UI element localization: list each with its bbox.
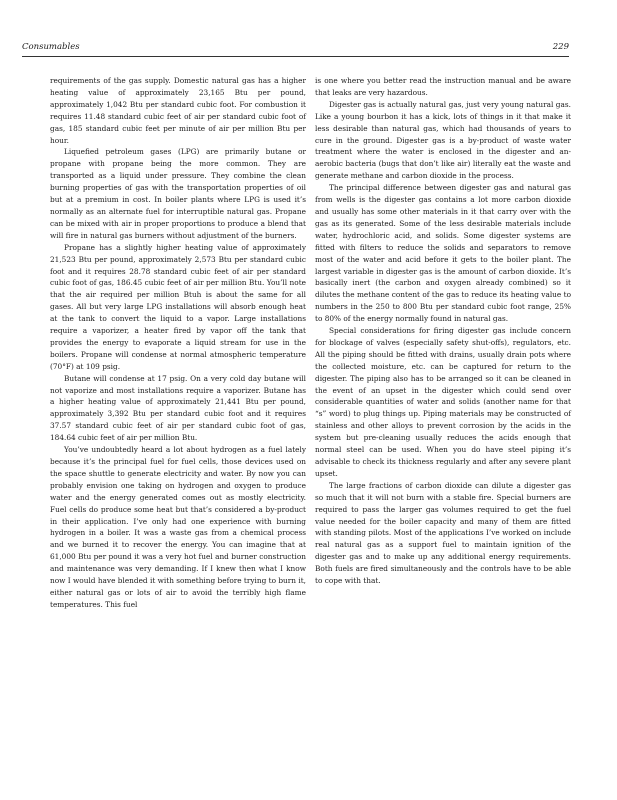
paragraph: You’ve undoubtedly heard a lot about hydrogen as a fuel lately because it’s the principal fuel for fuel cells, those devices used on the space shuttle to generate electricity and water. By now you can probably envision one taking on hydrogen and oxygen to produce water and the energy generated comes out as mostly electricity. Fuel cells do produce some heat but that’s considered a by-product in their application. I’ve only had one experience with burning hydrogen in a boiler. It was a waste gas from a chemical process and we burned it to recover the energy. You can imagine that at 61,000 Btu per pound it was a very hot fuel and burner construction and maintenance was very demanding. If I knew then what I know now I would have blended it with something before trying to burn it, either natural gas or lots of air to avoid the terribly high flame temperatures. This fuel: [50, 445, 306, 609]
right-column: [315, 75, 571, 587]
paragraph: Propane has a slightly higher heating value of approximately 21,523 Btu per pound, approximately 2,573 Btu per standard cubic foot and it requires 28.78 standard cubic feet of air per standard cubic foot of gas, 186.45 cubic feet of air per million Btu. You’ll note that the air required per million Btuh is about the same for all gases. All but very large LPG installations will absorb enough heat at the tank to convert the liquid to a vapor. Large installations require a vaporizer, a heater fired by vapor off the tank that provides the energy to evaporate a liquid stream for use in the boilers. Propane will condense at normal atmospheric temperature (70°F) at 109 psig.: [50, 242, 306, 371]
left-column: [50, 75, 306, 611]
paragraph: Liquefied petroleum gases (LPG) are primarily butane or propane with propane being the more common. They are transported as a liquid under pressure. They combine the clean burning properties of gas with the transportation properties of oil but at a premium in cost. In boiler plants where LPG is used it’s normally as an alternate fuel for interruptible natural gas. Propane can be mixed with air in proper proportions to produce a blend that will fire in natural gas burners without adjustment of the burners.: [50, 147, 306, 240]
section-title: Consumables: [22, 42, 80, 52]
paragraph: The large fractions of carbon dioxide can dilute a digester gas so much that it will not burn with a stable fire. Special burners are required to pass the larger gas volumes required to get the fuel value needed for the boiler capacity and many of them are fitted with standing pilots. Most of the applications I’ve worked on include real natural gas as a support fuel to maintain ignition of the digester gas and to make up any additional energy requirements. Both fuels are fired simultaneously and the controls have to be able to cope with that.: [315, 480, 571, 586]
paragraph: The principal difference between digester gas and natural gas from wells is the digester gas contains a lot more carbon dioxide and usually has some other materials in it that carry over with the gas as its generated. Some of the less desirable materials include water, hydrochloric acid, and solids. Some digester systems are fitted with filters to reduce the solids and separators to remove most of the water and acid before it gets to the boiler plant. The largest variable in digester gas is the amount of carbon dioxide. It’s basically inert (the carbon and oxygen already combined) so it dilutes the methane content of the gas to reduce its heating value to numbers in the 250 to 800 Btu per standard cubic foot range, 25% to 80% of the energy normally found in natural gas.: [315, 183, 571, 324]
paragraph: is one where you better read the instruction manual and be aware that leaks are very hazardous.: [315, 76, 571, 97]
page-number: 229: [552, 42, 569, 52]
running-header: [22, 40, 569, 57]
paragraph: Special considerations for firing digester gas include concern for blockage of valves (especially safety shut-offs), regulators, etc. All the piping should be fitted with drains, usually drain pots where the collected moisture, etc. can be captured for return to the digester. The piping also has to be arranged so it can be cleaned in the event of an upset in the digester which could send over considerable quantities of water and solids (another name for that “s” word) to plug things up. Piping materials may be constructed of stainless and other alloys to prevent corrosion by the acids in the system but pre-cleaning usually reduces the acids enough that normal steel can be used. When you do have steel piping it’s advisable to check its thickness regularly and after any severe plant upset.: [315, 326, 571, 478]
paragraph: requirements of the gas supply. Domestic natural gas has a higher heating value of approximately 23,165 Btu per pound, approximately 1,042 Btu per standard cubic foot. For combustion it requires 11.48 standard cubic feet of air per standard cubic foot of gas, 185 standard cubic feet per minute of air per million Btu per hour.: [50, 76, 306, 145]
paragraph: Digester gas is actually natural gas, just very young natural gas. Like a young bourbon it has a kick, lots of things in it that make it less desirable than natural gas, which had thousands of years to cure in the ground. Digester gas is a by-product of waste water treatment where the water is enclosed in the digester and anaerobic bacteria (bugs that don’t like air) literally eat the waste and generate methane and carbon dioxide in the process.: [315, 99, 571, 181]
paragraph: Butane will condense at 17 psig. On a very cold day butane will not vaporize and most installations require a vaporizer. Butane has a higher heating value of approximately 21,441 Btu per pound, approximately 3,392 Btu per standard cubic foot and it requires 37.57 standard cubic feet of air per standard cubic foot of gas, 184.64 cubic feet of air per million Btu.: [50, 373, 306, 443]
